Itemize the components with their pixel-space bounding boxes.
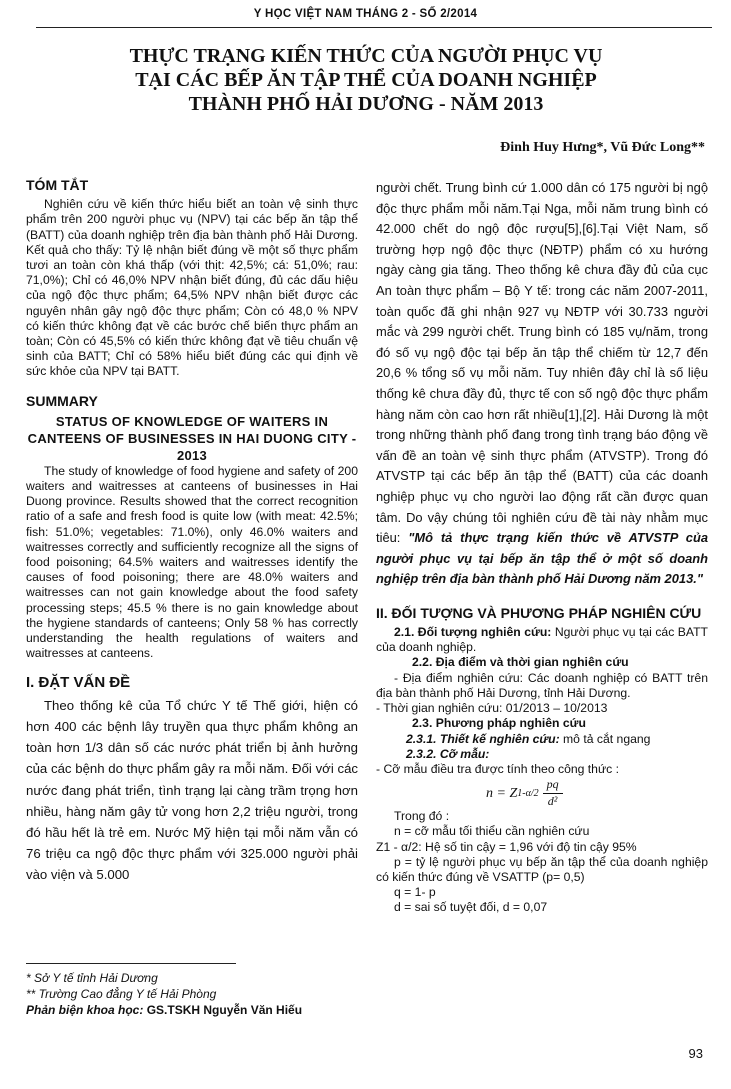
- def-z: Z1 - α/2: Hệ số tin cậy = 1,96 với độ tin cậy 95%: [376, 839, 637, 854]
- s21-label: 2.1. Đối tượng nghiên cứu:: [394, 625, 552, 640]
- section1-heading: I. ĐẶT VẤN ĐỀ: [26, 674, 131, 692]
- formula-denominator: d²: [547, 793, 558, 808]
- running-header: Y HỌC VIỆT NAM THÁNG 2 - SỐ 2/2014: [253, 8, 478, 20]
- title-line-2: TẠI CÁC BẾP ĂN TẬP THỂ CỦA DOANH NGHIỆP: [135, 69, 597, 91]
- header-rule: [36, 27, 712, 28]
- formula-fraction: [543, 777, 563, 808]
- formula-lhs: n = Z: [486, 785, 518, 801]
- section1-objective: "Mô tả thực trạng kiến thức về ATVSTP của người phục vụ tại bếp ăn tập thể ở một số doanh nghiệp trên địa bàn thành phố Hải Dương năm 2013.": [376, 530, 708, 587]
- def-p: p = tỷ lệ người phục vụ bếp ăn tập thể của doanh nghiệp có kiến thức đúng về VSATTP (p= 0,5): [376, 854, 708, 884]
- section1-right-text: [376, 178, 708, 590]
- footnote-rule: [26, 963, 236, 964]
- reviewer-line: [26, 1002, 366, 1018]
- summary-title: STATUS OF KNOWLEDGE OF WAITERS IN CANTEENS OF BUSINESSES IN HAI DUONG CITY - 2013: [27, 413, 357, 463]
- s23-label: 2.3. Phương pháp nghiên cứu: [412, 716, 586, 731]
- def-d: d = sai số tuyệt đối, d = 0,07: [394, 900, 548, 915]
- authors: Đinh Huy Hưng*, Vũ Đức Long**: [500, 140, 705, 155]
- where-label: Trong đó :: [394, 809, 450, 824]
- right-column: [376, 178, 708, 916]
- section2-heading: II. ĐỐI TƯỢNG VÀ PHƯƠNG PHÁP NGHIÊN CỨU: [376, 604, 702, 621]
- s231-label: 2.3.1. Thiết kế nghiên cứu:: [406, 731, 560, 746]
- formula-numerator: pq: [543, 777, 563, 793]
- s232-paragraph: [376, 747, 708, 762]
- left-column: [26, 178, 358, 886]
- footnotes: [26, 970, 366, 1018]
- abstract-vi-text: Nghiên cứu về kiến thức hiểu biết an toàn vệ sinh thực phẩm trên 200 người phục vụ (NPV) tại các bếp ăn tập thể (BATT) của doanh nghiệp trên địa bàn thành phố Hải Dương. Kết quả cho thấy: Tỷ lệ nhận biết đúng về một số thực phẩm tươi an toàn còn khá thấp (với thịt: 42,5%; cá: 51,0%; rau: 71,0%); Chỉ có 46,0% NPV nhận biết đúng, đủ các dấu hiệu của ngộ độc thực phẩm; 64,5% NPV nhận biết được các nguyên nhân gây ngộ độc thực phẩm; Còn có 48,0 % NPV có kiến thức không đạt về các bước chế biến thực phẩm an toàn; Còn có 45,5% có kiến thức không đạt về tiêu chuẩn vệ sinh của BATT; Chỉ có 58% hiểu biết đúng các qui định về sức khỏe của NPV tại BATT.: [26, 197, 358, 379]
- footnote-1: * Sở Y tế tỉnh Hải Dương: [26, 971, 158, 985]
- s231-paragraph: [376, 732, 708, 747]
- reviewer-name: GS.TSKH Nguyễn Văn Hiếu: [146, 1003, 303, 1017]
- s232-label: 2.3.2. Cỡ mẫu:: [406, 746, 490, 761]
- s21-text: Người phục vụ tại các BATT của doanh nghiệp.: [376, 625, 709, 655]
- paper-title: [60, 44, 672, 116]
- s22-place: - Địa điểm nghiên cứu: Các doanh nghiệp có BATT trên địa bàn thành phố Hải Dương, tỉnh Hải Dương.: [376, 670, 708, 700]
- s22-time: - Thời gian nghiên cứu: 01/2013 – 10/2013: [376, 701, 608, 716]
- def-q: q = 1- p: [394, 885, 436, 900]
- formula-subscript: 1-α/2: [517, 787, 539, 799]
- section1-left-text: Theo thống kê của Tổ chức Y tế Thế giới, hiện có hơn 400 các bệnh lây truyền qua thực phẩm không an toàn hơn 1/3 dân số các nước phát triển bị ảnh hưởng của các bệnh do thực phẩm gây ra mỗi năm. Đối với các nước đang phát triển, tình trạng lại càng trầm trọng hơn nhiều, hàng năm gây tử vong hơn 2,2 triệu người, trong đó hầu hết là trẻ em. Nước Mỹ hiện tại mỗi năm vẫn có 76 triệu ca ngộ độc thực phẩm với 325.000 người phải vào viện và 5.000: [26, 697, 358, 883]
- sample-line: - Cỡ mẫu điều tra được tính theo công thức :: [376, 761, 619, 776]
- def-n: n = cỡ mẫu tối thiểu cần nghiên cứu: [394, 824, 590, 839]
- s231-text: mô tả cắt ngang: [563, 731, 651, 746]
- summary-heading: SUMMARY: [26, 392, 98, 409]
- abstract-vi-heading: TÓM TẮT: [26, 177, 89, 193]
- footnote-2: ** Trường Cao đẳng Y tế Hải Phòng: [26, 987, 217, 1001]
- page-number: 93: [688, 1046, 703, 1061]
- summary-text: The study of knowledge of food hygiene and safety of 200 waiters and waitresses at canteens of businesses in Hai Duong province. Results showed that the correct recognition ratio of a safe and fresh food is quite low (with meat: 42.5%; fish: 51.0%; vegetables: 71.0%), only 46.0% waiters and waitresses correctly and sufficiently recognize all the signs of food poisoning; 64.5% waiters and waitresses identify the causes of food poisoning; there are 48.0% waiters and waitresses can not gain knowledge about the food safety processing steps; 45.5 % there is no gain knowledge about the hygiene standards of canteens; Only 58 % has correctly understanding the health regulations of waiters and waitresses at canteens.: [26, 463, 358, 661]
- sample-size-formula: [376, 777, 708, 809]
- title-line-3: THÀNH PHỐ HẢI DƯƠNG - NĂM 2013: [188, 93, 544, 115]
- reviewer-label: Phản biện khoa học:: [26, 1003, 144, 1017]
- section1-right-body: người chết. Trung bình cứ 1.000 dân có 175 người bị ngộ độc thực phẩm mỗi năm.Tại Nga, mỗi năm trung bình có 42.000 chết do ngộ độc rượu[5],[6].Tại Việt Nam, số trường hợp ngộ độc thực (NĐTP) phẩm có xu hướng ngày càng gia tăng. Theo thống kê chưa đầy đủ của cục An toàn thực phẩm – Bộ Y tế: trong các năm 2007-2011, toàn quốc đã ghi nhận 927 vụ NĐTP với 30.733 người mắc và 299 người chết. Trung bình có 185 vụ/năm, trong đó số vụ ngộ độc tại bếp ăn tập thể chiếm từ 12,7 đến 20,6 % tổng số vụ mỗi năm. Tuy nhiên đây chỉ là số liệu thống kê chưa đầy đủ, thực tế con số ngộ độc thực phẩm hàng năm còn cao hơn rất nhiều[1],[2]. Hải Dương là một trong những thành phố đang trong tình trạng báo động về vấn đề an toàn vệ sinh thực phẩm (ATVSTP). Trong đó ATVSTP tại các bếp ăn tập thể (BATT) của các doanh nghiệp phục vụ cho người lao động rất cần được quan tâm. Do vậy chúng tôi nghiên cứu đề tài này nhằm mục tiêu:: [376, 180, 708, 546]
- s21-paragraph: [376, 625, 708, 655]
- s22-label: 2.2. Địa điểm và thời gian nghiên cứu: [412, 655, 629, 670]
- title-line-1: THỰC TRẠNG KIẾN THỨC CỦA NGƯỜI PHỤC VỤ: [129, 45, 603, 67]
